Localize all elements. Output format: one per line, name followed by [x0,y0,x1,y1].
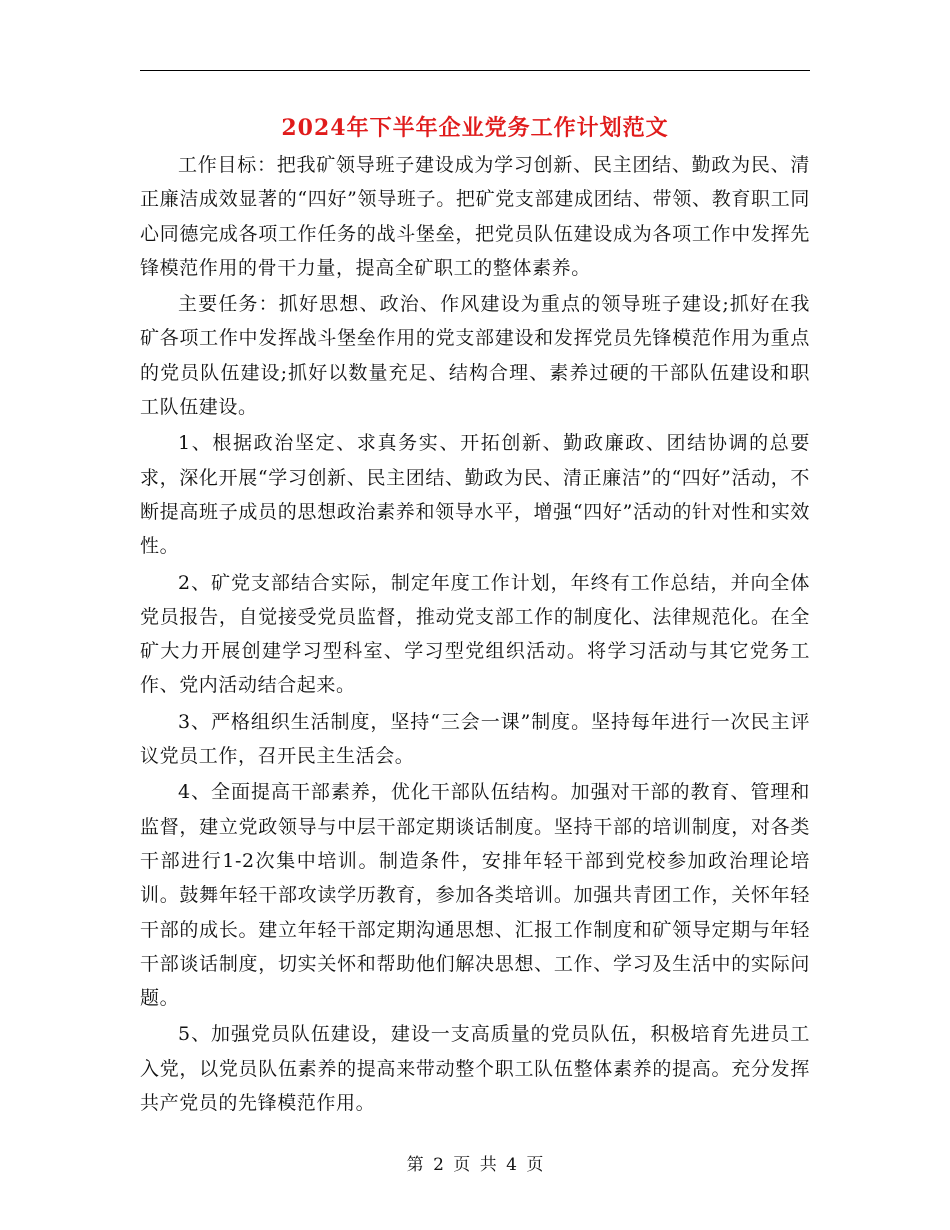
paragraph-work-goal: 工作目标：把我矿领导班子建设成为学习创新、民主团结、勤政为民、清正廉洁成效显著的“四好”领导班子。把矿党支部建成团结、带领、教育职工同心同德完成各项工作任务的战斗堡垒，把党员队伍建设成为各项工作中发挥先锋模范作用的骨干力量，提高全矿职工的整体素养。 [140,154,810,279]
document-title: 2024年下半年企业党务工作计划范文 [281,115,669,141]
paragraph-item-3: 3、严格组织生活制度，坚持“三会一课”制度。坚持每年进行一次民主评议党员工作，召开民主生活会。 [140,710,810,768]
paragraph-item-1: 1、根据政治坚定、求真务实、开拓创新、勤政廉政、团结协调的总要求，深化开展“学习创新、民主团结、勤政为民、清正廉洁”的“四好”活动，不断提高班子成员的思想政治素养和领导水平，增强“四好”活动的针对性和实效性。 [140,432,810,558]
paragraph-item-5: 5、加强党员队伍建设，建设一支高质量的党员队伍，积极培育先进员工入党，以党员队伍素养的提高来带动整个职工队伍整体素养的提高。充分发挥共产党员的先锋模范作用。 [140,1023,810,1115]
document-body [140,148,810,1122]
paragraph-main-tasks: 主要任务：抓好思想、政治、作风建设为重点的领导班子建设;抓好在我矿各项工作中发挥战斗堡垒作用的党支部建设和发挥党员先锋模范作用为重点的党员队伍建设;抓好以数量充足、结构合理、素养过硬的干部队伍建设和职工队伍建设。 [140,293,810,419]
paragraph-item-4: 4、全面提高干部素养，优化干部队伍结构。加强对干部的教育、管理和监督，建立党政领导与中层干部定期谈话制度。坚持干部的培训制度，对各类干部进行1-2次集中培训。制造条件，安排年轻干部到党校参加政治理论培训。鼓舞年轻干部攻读学历教育，参加各类培训。加强共青团工作，关怀年轻干部的成长。建立年轻干部定期沟通思想、汇报工作制度和矿领导定期与年轻干部谈话制度，切实关怀和帮助他们解决思想、工作、学习及生活中的实际问题。 [140,781,810,1010]
paragraph-item-2: 2、矿党支部结合实际，制定年度工作计划，年终有工作总结，并向全体党员报告，自觉接受党员监督，推动党支部工作的制度化、法律规范化。在全矿大力开展创建学习型科室、学习型党组织活动。将学习活动与其它党务工作、党内活动结合起来。 [140,571,810,697]
header-rule [140,70,810,71]
page-number-footer: 第 2 页 共 4 页 [406,1155,544,1175]
